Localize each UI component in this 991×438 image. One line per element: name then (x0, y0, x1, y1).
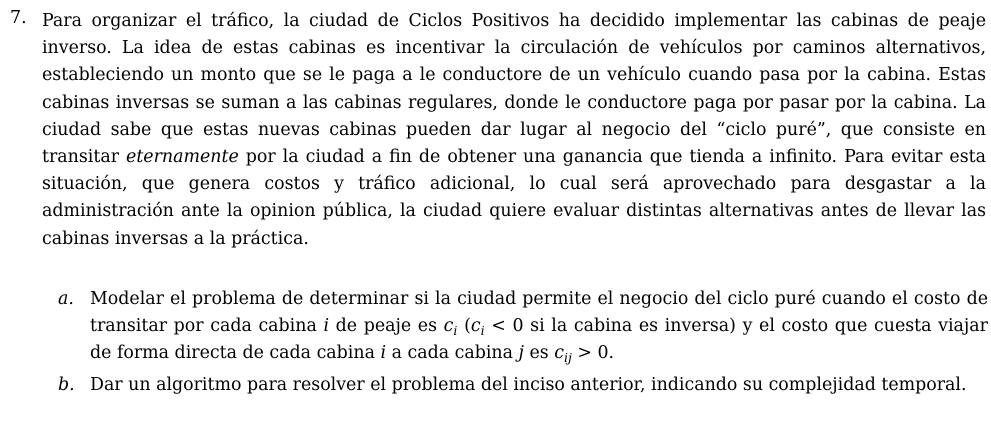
statement-emphasis: eternamente (126, 147, 239, 168)
subitem-b-label: b. (58, 374, 75, 395)
statement-text-2: por la ciudad a fin de obtener una ganancia que tienda a infinito. Para evitar esta situación, que genera costos y tráfico adicional, lo cual será aprovechado para desgastar a la administración ante la opinion pública, la ciudad quiere evaluar distintas alternativas antes de llevar las cabinas inversas a la práctica. (42, 147, 986, 249)
statement-text-1: Para organizar el tráfico, la ciudad de Ciclos Positivos ha decidido implementar las cabinas de peaje inverso. La idea de estas cabinas es incentivar la circulación de vehículos por caminos alternativos, estableciendo un monto que se le paga a le conductore de un vehículo cuando pasa por la cabina. Estas cabinas inversas se suman a las cabinas regulares, donde le conductore paga por pasar por la cabina. La ciudad sabe que estas nuevas cabinas pueden dar lugar al negocio del “ciclo puré”, que consiste en transitar (42, 11, 986, 168)
math-var-i: i (323, 316, 330, 337)
math-var-j: j (518, 343, 524, 364)
math-var-c: c (554, 343, 564, 364)
subitem-a-text-4: < 0 si la cabina es inversa) y el costo que cuesta viajar de forma directa de cada cabina (90, 316, 988, 364)
subitem-a-label: a. (58, 289, 74, 309)
math-var-c: c (470, 316, 481, 337)
math-var-i: i (380, 343, 387, 364)
math-var-c: c (443, 316, 454, 337)
problem-number: 7. (10, 8, 27, 28)
subitem-a-text-2: de peaje es (329, 316, 444, 337)
subitem-a-text-3: ( (457, 316, 471, 337)
problem-7 (10, 8, 988, 253)
math-sub-i: i (453, 322, 458, 338)
subitems-list (58, 286, 988, 399)
math-sub-i: i (480, 322, 485, 338)
subitem-a-text-6: es (523, 343, 555, 364)
problem-statement (42, 8, 986, 253)
subitem-a-text-1: Modelar el problema de determinar si la ciudad permite el negocio del ciclo puré cuando el costo de transitar por cada cabina (90, 289, 988, 337)
subitem-a-text-7: > 0. (571, 343, 615, 364)
math-sub-ij: ij (563, 350, 572, 366)
subitem-a (58, 286, 988, 368)
subitem-a-text (90, 286, 988, 368)
subitem-a-text-5: a cada cabina (386, 343, 519, 364)
subitem-b-text: Dar un algoritmo para resolver el problema del inciso anterior, indicando su complejidad temporal. (90, 374, 967, 395)
subitem-b (58, 372, 988, 399)
